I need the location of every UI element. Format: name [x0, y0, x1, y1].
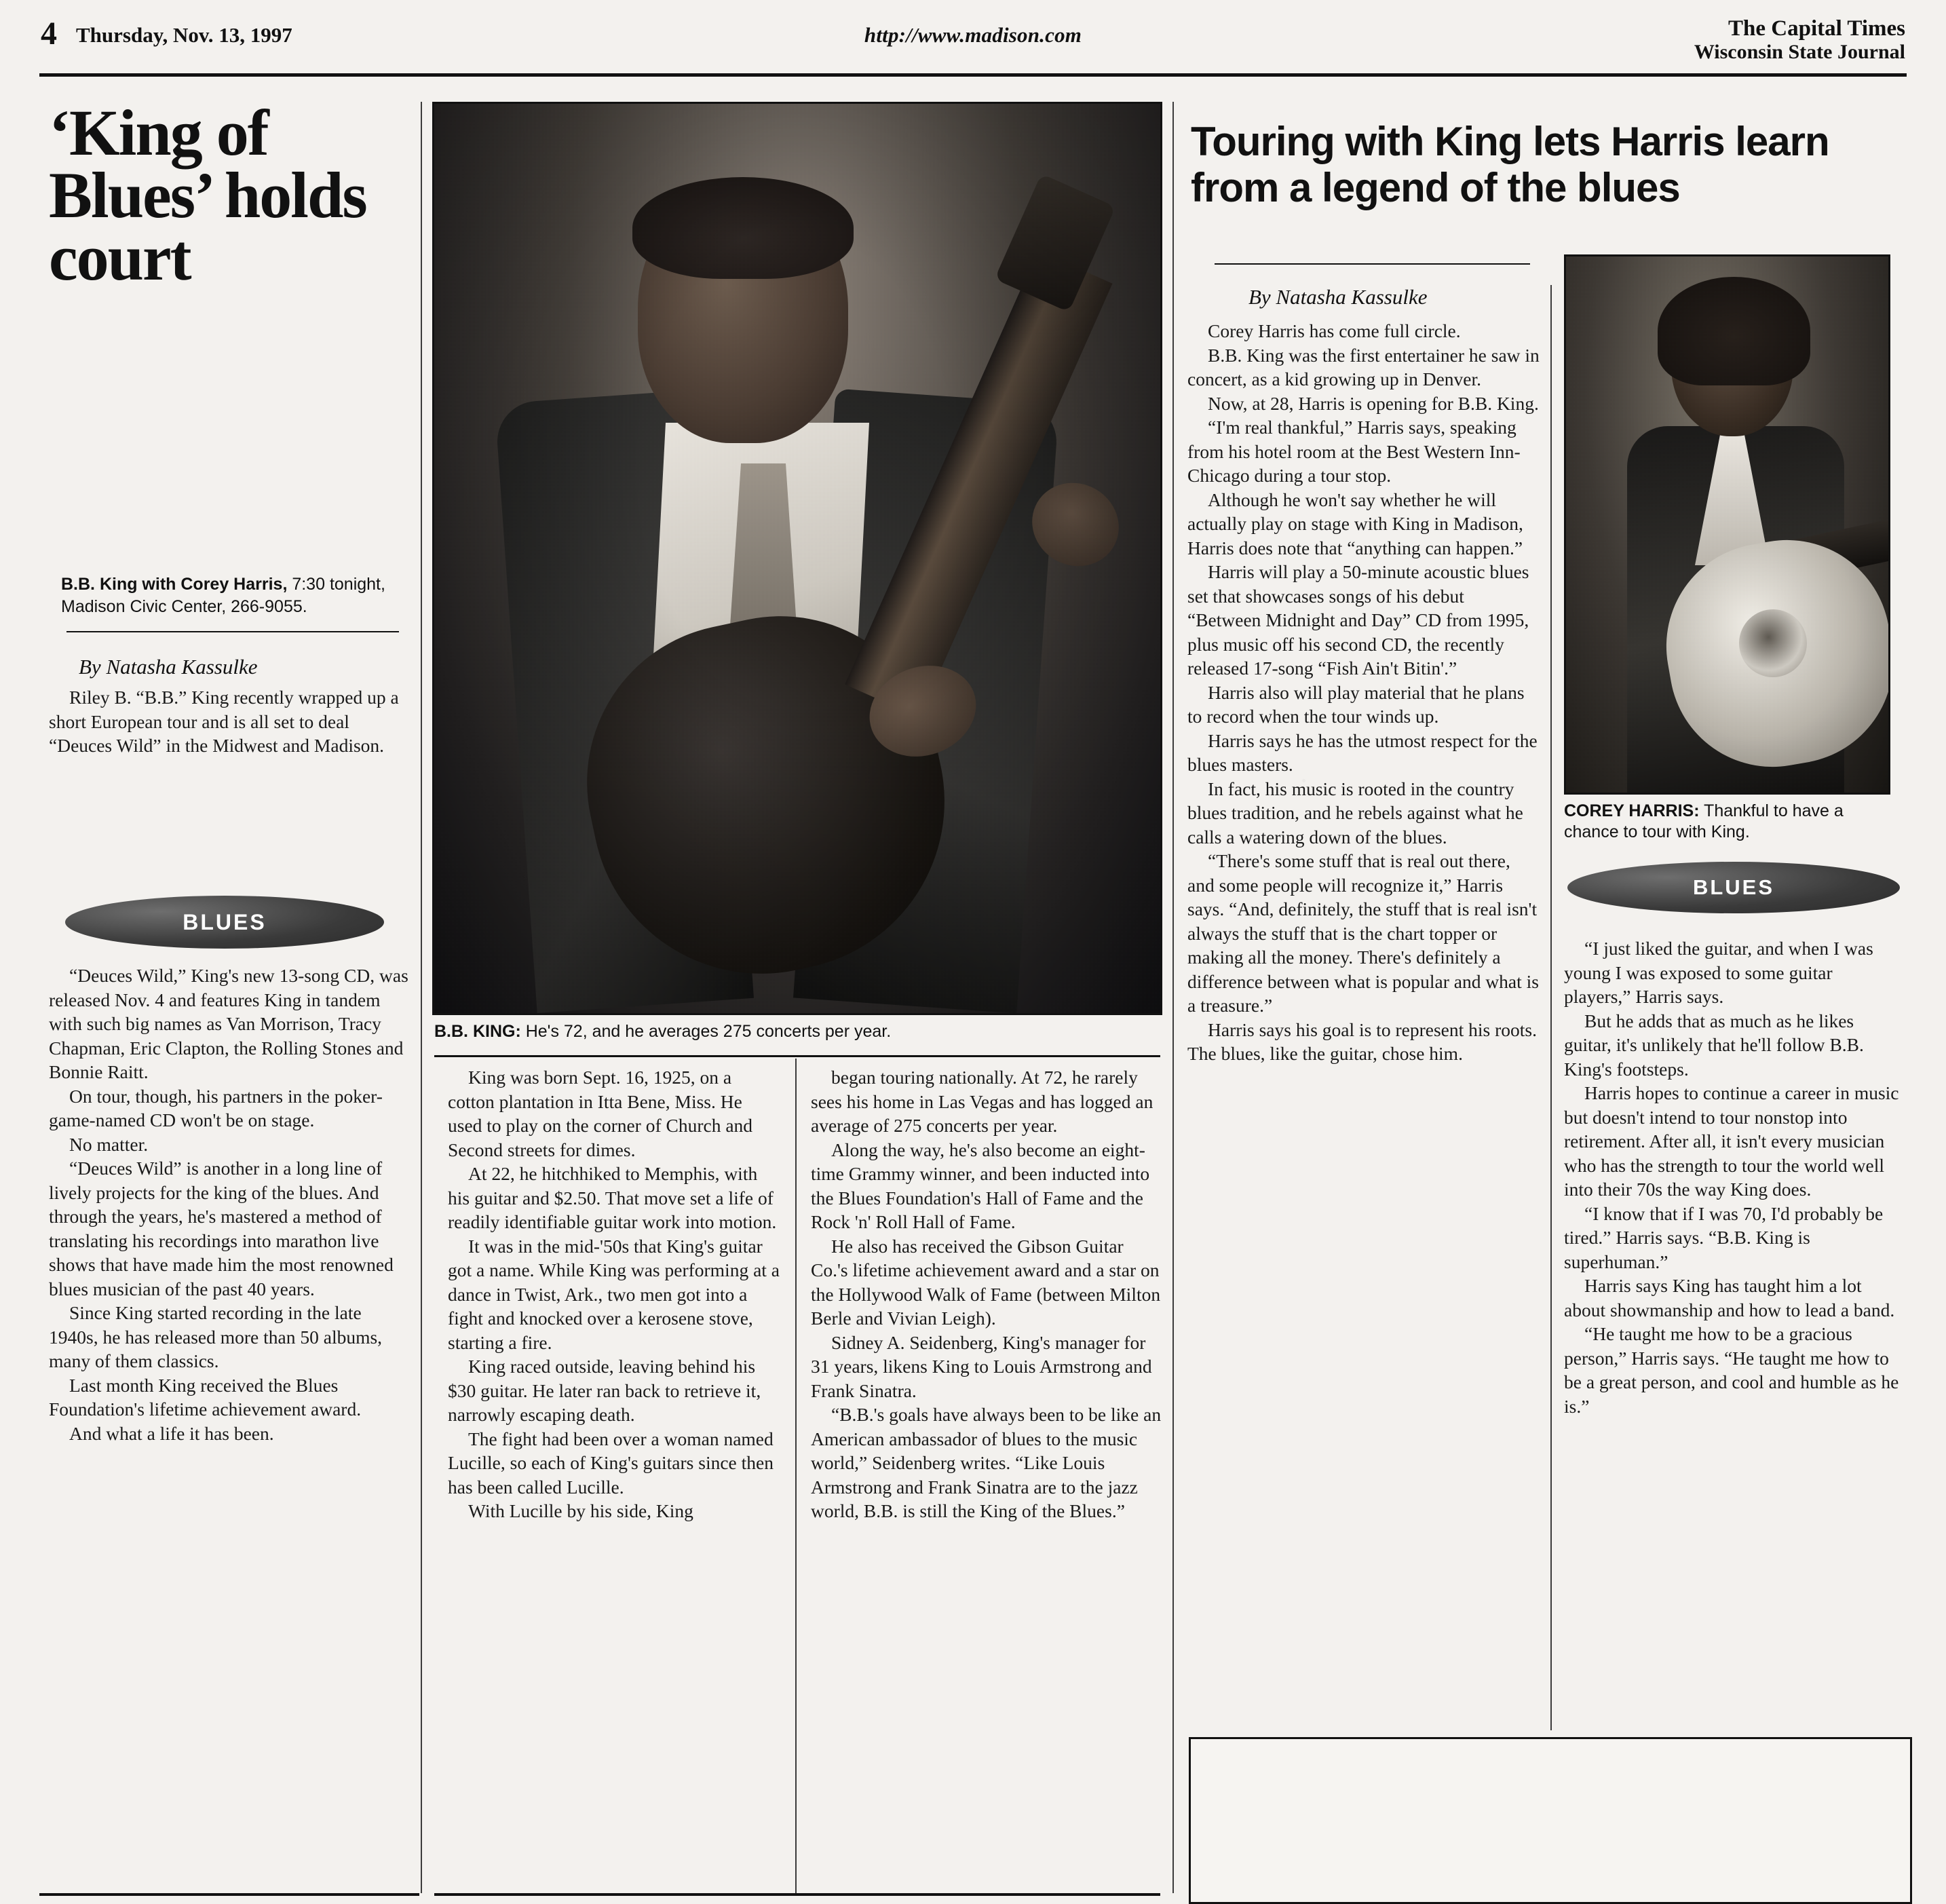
paragraph: “I know that if I was 70, I'd probably be tired.” Harris says. “B.B. King is superhuman.”: [1564, 1202, 1884, 1272]
paragraph: In fact, his music is rooted in the country blues tradition, and he rebels against what he calls a watering down of the blues.: [1187, 778, 1523, 848]
paragraph: Since King started recording in the late 1940s, he has released more than 50 albums, many of them classics.: [49, 1302, 383, 1371]
caption-text: He's 72, and he averages 275 concerts per year.: [520, 1022, 892, 1041]
paragraph: The fight had been over a woman named Lucille, so each of King's guitars since then has been called Lucille.: [448, 1428, 774, 1498]
page-number: 4: [41, 16, 56, 52]
paragraph: began touring nationally. At 72, he rarely sees his home in Las Vegas and has logged an average of 275 concerts per year.: [811, 1067, 1153, 1136]
right-story-headline: Touring with King lets Harris learn from a legend of the blues: [1191, 119, 1829, 210]
website-url: http://www.madison.com: [864, 23, 1082, 47]
paragraph: And what a life it has been.: [69, 1422, 274, 1444]
column-rule-3: [1172, 102, 1174, 1893]
corey-harris-photo-caption: [1564, 801, 1890, 843]
paragraph: On tour, though, his partners in the poker-game-named CD won't be on stage.: [49, 1085, 383, 1130]
blues-badge-left: BLUES: [65, 896, 384, 949]
paper-name-wisconsin-state-journal: Wisconsin State Journal: [1694, 41, 1905, 63]
corey-harris-photo: [1564, 254, 1890, 795]
paragraph: Last month King received the Blues Foundation's lifetime achievement award.: [49, 1374, 362, 1420]
bottom-rule-center: [434, 1893, 1160, 1896]
paper-name-capital-times: The Capital Times: [1728, 16, 1905, 41]
paragraph: No matter.: [69, 1133, 149, 1155]
paragraph: Riley B. “B.B.” King recently wrapped up a short European tour and is all set to deal “Deuces Wild” in the Midwest and Madison.: [49, 687, 399, 756]
masthead: [41, 9, 1905, 75]
right-column-2: [1564, 936, 1903, 1418]
byline-divider-left: [66, 631, 399, 632]
paragraph: “He taught me how to be a gracious person,” Harris says. “He taught me how to be a great person, and cool and humble as he is.”: [1564, 1323, 1899, 1417]
event-info-rest: 7:30 tonight, Madison Civic Center, 266-9055.: [61, 575, 385, 616]
page-title: ‘King of Blues’ holds court: [49, 96, 366, 294]
paragraph: King raced outside, leaving behind his $30 guitar. He later ran back to retrieve it, narrowly escaping death.: [448, 1356, 761, 1425]
paragraph: Harris hopes to continue a career in music but doesn't intend to tour nonstop into retirement. After all, it isn't every musician who has the strength to tour the world well into their 70s the way King does.: [1564, 1082, 1899, 1200]
publication-names: [1694, 16, 1905, 64]
paragraph: “Deuces Wild” is another in a long line of lively projects for the king of the blues. And through the years, he's mastered a method of translating his recordings into marathon live shows that have made him the most renowned blues musician of the past 40 years.: [49, 1158, 394, 1299]
paragraph: Although he won't say whether he will actually play on stage with King in Madison, Harris does note that “anything can happen.”: [1187, 489, 1523, 558]
paragraph: With Lucille by his side, King: [468, 1500, 693, 1521]
paragraph: “There's some stuff that is real out there, and some people will recognize it,” Harris says. “And, definitely, the stuff that is real isn't always the stuff that is the chart topper or making all the money. There's definitely a difference between what is popular and what is a treasure.”: [1187, 850, 1539, 1016]
center-column-1: [448, 1065, 780, 1523]
bottom-ad-box: [1189, 1737, 1912, 1904]
blues-badge-right: BLUES: [1567, 862, 1900, 913]
paragraph: “I just liked the guitar, and when I was young I was exposed to some guitar players,” Harris says.: [1564, 938, 1873, 1007]
caption-label: B.B. KING:: [434, 1022, 521, 1041]
left-story-intro: [49, 685, 408, 758]
paragraph: Harris will play a 50-minute acoustic blues set that showcases songs of his debut “Between Midnight and Day” CD from 1995, plus music off his second CD, the recently released 17-song “Fish Ain't Bitin'.”: [1187, 561, 1529, 679]
caption-rule: [434, 1055, 1160, 1057]
bb-king-photo-caption: [434, 1021, 1160, 1042]
paragraph: At 22, he hitchhiked to Memphis, with his guitar and $2.50. That move set a life of readily identifiable guitar work into motion.: [448, 1163, 777, 1232]
paragraph: “B.B.'s goals have always been to be like an American ambassador of blues to the music world,” Seidenberg writes. “Like Louis Armstrong and Frank Sinatra are to the jazz world, B.B. is still the King of the Blues.”: [811, 1404, 1162, 1521]
paragraph: Corey Harris has come full circle.: [1208, 320, 1461, 341]
column-rule-4: [1550, 285, 1552, 1730]
paragraph: He also has received the Gibson Guitar Co.'s lifetime achievement award and a star on the Hollywood Walk of Fame (between Milton Berle and Vivian Leigh).: [811, 1235, 1161, 1329]
paragraph: “Deuces Wild,” King's new 13-song CD, was released Nov. 4 and features King in tandem with such big names as Van Morrison, Tracy Chapman, Eric Clapton, the Rolling Stones and Bonnie Raitt.: [49, 965, 408, 1082]
column-rule-2: [795, 1059, 797, 1893]
publication-date: Thursday, Nov. 13, 1997: [76, 23, 292, 47]
paragraph: Harris says he has the utmost respect for the blues masters.: [1187, 729, 1538, 775]
paragraph: B.B. King was the first entertainer he saw in concert, as a kid growing up in Denver.: [1187, 344, 1540, 389]
masthead-rule: [39, 73, 1907, 77]
bottom-rule-left: [39, 1893, 419, 1896]
byline-right: By Natasha Kassulke: [1248, 285, 1428, 309]
paragraph: But he adds that as much as he likes guitar, it's unlikely that he'll follow B.B. King's footsteps.: [1564, 1010, 1864, 1080]
caption-label: COREY HARRIS:: [1564, 801, 1700, 820]
event-info-line: [61, 573, 400, 618]
paragraph: Sidney A. Seidenberg, King's manager for 31 years, likens King to Louis Armstrong and Frank Sinatra.: [811, 1331, 1152, 1401]
center-column-2: [811, 1065, 1164, 1523]
paragraph: Harris says King has taught him a lot about showmanship and how to lead a band.: [1564, 1275, 1895, 1320]
paragraph: Harris says his goal is to represent his roots. The blues, like the guitar, chose him.: [1187, 1018, 1537, 1064]
paragraph: Harris also will play material that he plans to record when the tour winds up.: [1187, 681, 1525, 727]
column-rule-1: [421, 102, 422, 1893]
byline-left: By Natasha Kassulke: [79, 655, 258, 679]
byline-divider-right: [1215, 263, 1530, 265]
paragraph: “I'm real thankful,” Harris says, speaking from his hotel room at the Best Western Inn-Chicago during a tour stop.: [1187, 417, 1521, 486]
event-info-bold: B.B. King with Corey Harris,: [61, 575, 288, 594]
paragraph: Along the way, he's also become an eight-time Grammy winner, and been inducted into the Blues Foundation's Hall of Fame and the Rock 'n' Roll Hall of Fame.: [811, 1139, 1150, 1232]
photo-grain: [1566, 256, 1888, 793]
bb-king-photo: [432, 102, 1162, 1015]
caption-text: Thankful to have a chance to tour with King.: [1564, 801, 1844, 841]
paragraph: King was born Sept. 16, 1925, on a cotton plantation in Itta Bene, Miss. He used to play on the corner of Church and Second streets for dimes.: [448, 1067, 753, 1160]
paragraph: Now, at 28, Harris is opening for B.B. King.: [1208, 392, 1539, 414]
right-column-1: [1187, 319, 1540, 1066]
photo-grain: [434, 104, 1160, 1013]
paragraph: It was in the mid-'50s that King's guitar got a name. While King was performing at a dance in Twist, Ark., two men got into a fight and knocked over a kerosene stove, starting a fire.: [448, 1235, 780, 1353]
left-story-body: [49, 964, 408, 1445]
